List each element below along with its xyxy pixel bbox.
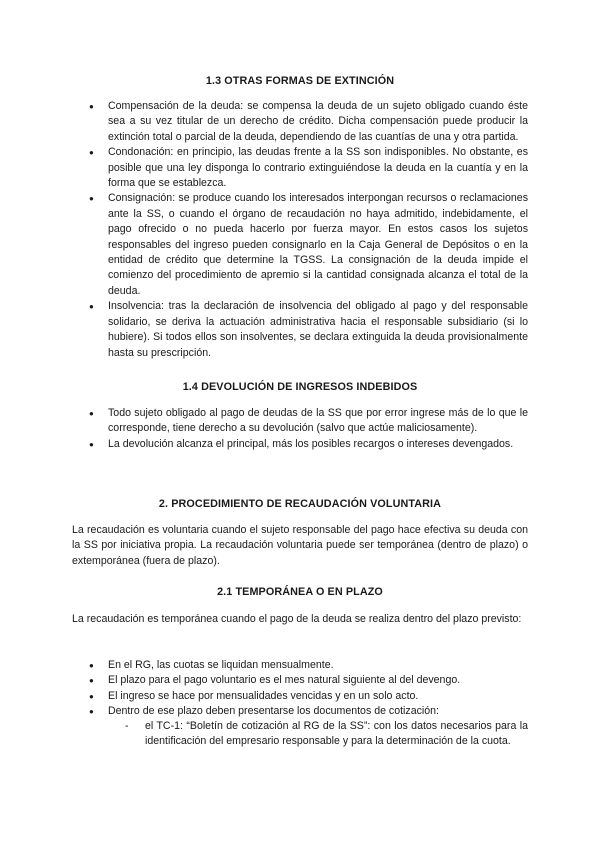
list-item: ● Todo sujeto obligado al pago de deudas de la SS que por error ingrese más de lo que le corresponde, tiene derecho a su devolución (salvo que actúe maliciosamente). <box>89 406 528 437</box>
list-item: ● Condonación: en principio, las deudas frente a la SS son indisponibles. No obstante, es posible que una ley disponga lo contrario extinguiéndose la deuda en la cuantía y en la forma que se establezca. <box>89 145 528 191</box>
list-item: ● El ingreso se hace por mensualidades vencidas y en un solo acto. <box>89 689 528 704</box>
list-item: ● La devolución alcanza el principal, más los posibles recargos o intereses devengados. <box>89 437 528 452</box>
list-2-1 <box>89 658 528 720</box>
list-item: ● El plazo para el pago voluntario es el mes natural siguiente al del devengo. <box>89 673 528 688</box>
list-item: ● Dentro de ese plazo deben presentarse los documentos de cotización: <box>89 704 528 719</box>
list-1-4 <box>89 406 528 452</box>
section-heading-1-3: 1.3 OTRAS FORMAS DE EXTINCIÓN <box>205 75 395 87</box>
sublist-item: - el TC-1: “Boletín de cotización al RG de la SS”: con los datos necesarios para la identificación del empresario responsable y para la determinación de la cuota. <box>125 719 528 750</box>
paragraph-2-1: La recaudación es temporánea cuando el pago de la deuda se realiza dentro del plazo previsto: <box>72 613 522 625</box>
section-heading-2: 2. PROCEDIMIENTO DE RECAUDACIÓN VOLUNTARIA <box>158 498 442 510</box>
section-heading-1-4: 1.4 DEVOLUCIÓN DE INGRESOS INDEBIDOS <box>182 381 418 393</box>
list-item: ● En el RG, las cuotas se liquidan mensualmente. <box>89 658 528 673</box>
list-item: ● Insolvencia: tras la declaración de insolvencia del obligado al pago y del responsable solidario, se deriva la actuación administrativa hacia el responsable subsidiario (si lo hubiere). Si todos ellos son insolventes, se declara extinguida la deuda provisionalmente hasta su prescripción. <box>89 299 528 361</box>
list-1-3 <box>89 99 528 361</box>
list-item: ● Consignación: se produce cuando los interesados interpongan recursos o reclamaciones ante la SS, o cuando el órgano de recaudación no haya admitido, indebidamente, el pago ofrecido o no pueda hacerlo por fuerza mayor. En estos casos los sujetos responsables del ingreso pueden consignarlo en la Caja General de Depósitos o en la entidad de crédito que determine la TGSS. La consignación de la deuda impide el comienzo del procedimiento de apremio si la cantidad consignada alcanza el total de la deuda. <box>89 191 528 299</box>
list-item: ● Compensación de la deuda: se compensa la deuda de un sujeto obligado cuando éste sea a su vez titular de un derecho de crédito. Dicha compensación puede producir la extinción total o parcial de la deuda, dependiendo de las cuantías de una y otra partida. <box>89 99 528 145</box>
sublist-2-1 <box>125 719 528 750</box>
section-heading-2-1: 2.1 TEMPORÁNEA O EN PLAZO <box>217 586 383 598</box>
paragraph-2: La recaudación es voluntaria cuando el sujeto responsable del pago hace efectiva su deuda con la SS por iniciativa propia. La recaudación voluntaria puede ser temporánea (dentro de plazo) o extemporánea (fuera de plazo). <box>72 524 528 567</box>
